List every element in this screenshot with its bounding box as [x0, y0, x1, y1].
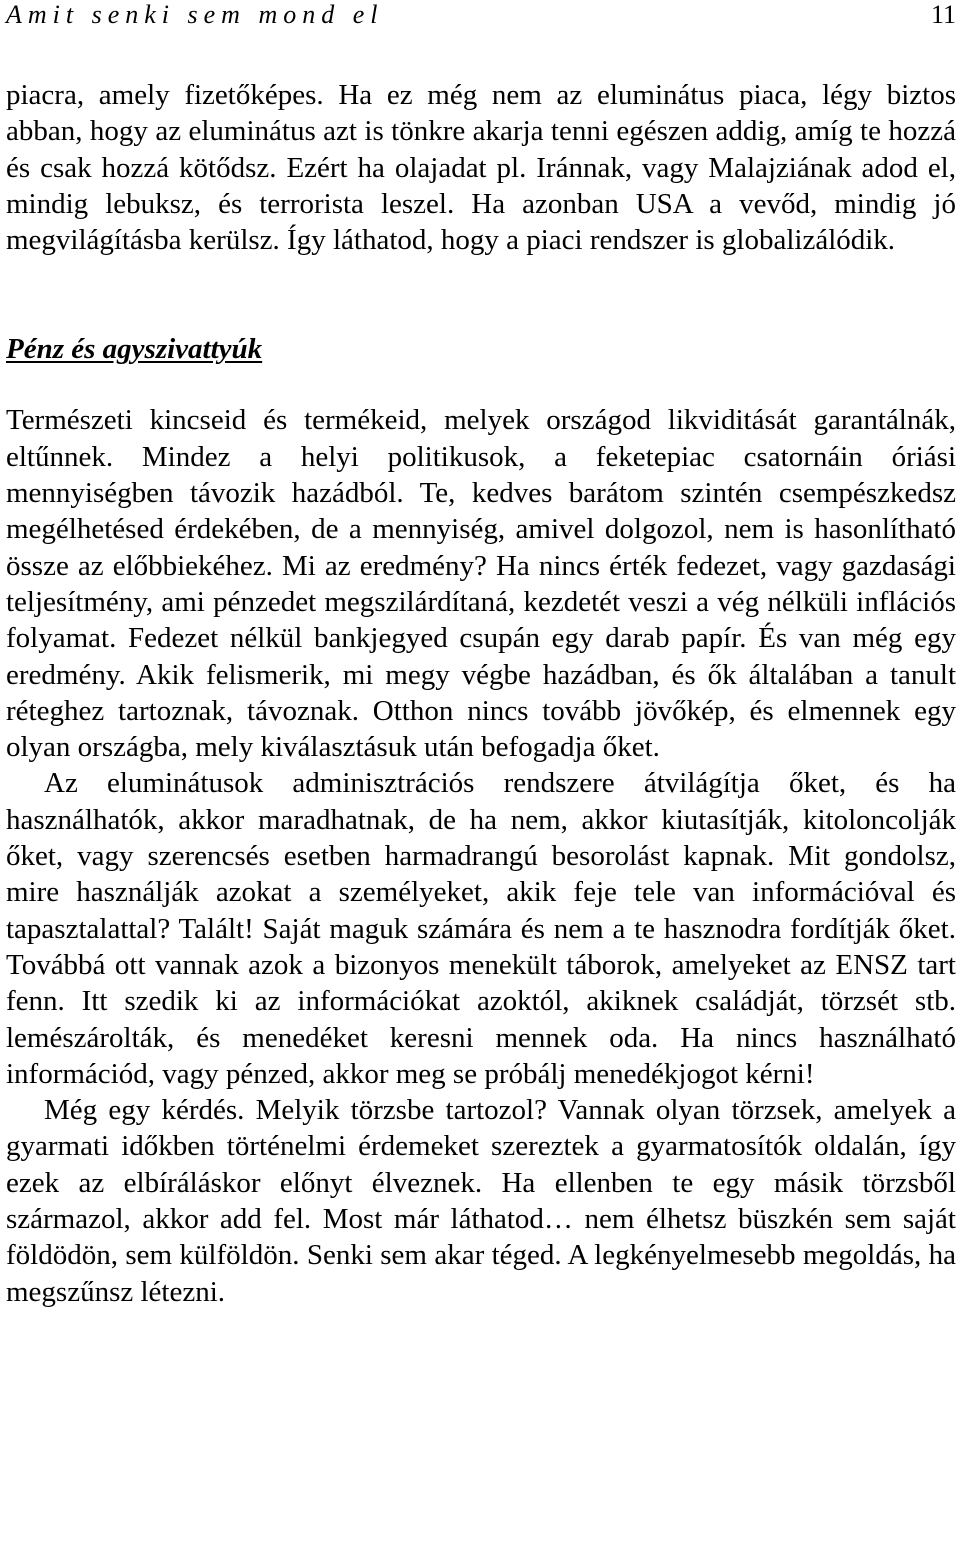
running-title: Amit senki sem mond el — [6, 0, 384, 29]
paragraph-3: Az eluminátusok adminisztrációs rendszere átvilágítja őket, és ha használhatók, akkor maradhatnak, de ha nem, akkor kiutasítják, kitoloncolják őket, vagy szerencsés esetben harmadrangú besorolást kapnak. Mit gondolsz, mire használják azokat a személyeket, akik feje tele van információval és tapasztalattal? Talált! Saját maguk számára és nem a te hasznodra fordítják őket. Továbbá ott vannak azok a bizonyos menekült táborok, amelyeket az ENSZ tart fenn. Itt szedik ki az információkat azoktól, akiknek családját, törzsét stb. lemészárolták, és menedéket keresni mennek oda. Ha nincs használható információd, vagy pénzed, akkor meg se próbálj menedékjogot kérni! — [6, 767, 956, 1090]
document-page — [6, 0, 956, 1310]
paragraph-4: Még egy kérdés. Melyik törzsbe tartozol? Vannak olyan törzsek, amelyek a gyarmati időkben történelmi érdemeket szereztek a gyarmatosítók oldalán, így ezek az elbíráláskor előnyt élveznek. Ha ellenben te egy másik törzsből származol, akkor add fel. Most már láthatod… nem élhetsz büszkén sem saját földödön, sem külföldön. Senki sem akar téged. A legkényelmesebb megoldás, ha megszűnsz létezni. — [6, 1094, 956, 1308]
paragraph-1: piacra, amely fizetőképes. Ha ez még nem az eluminátus piaca, légy biztos abban, hogy az eluminátus azt is tönkre akarja tenni egészen addig, amíg te hozzá és csak hozzá kötődsz. Ezért ha olajadat pl. Iránnak, vagy Malajziának adod el, mindig lebuksz, és terrorista leszel. Ha azonban USA a vevőd, mindig jó megvilágításba kerülsz. Így láthatod, hogy a piaci rendszer is globalizálódik. — [6, 79, 956, 257]
page-header — [6, 0, 956, 44]
page-number: 11 — [930, 0, 956, 29]
paragraph-2: Természeti kincseid és termékeid, melyek országod likviditását garantálnák, eltűnnek. Mindez a helyi politikusok, a feketepiac csatornáin óriási mennyiségben távozik hazádból. Te, kedves barátom szintén csempészkedsz megélhetésed érdekében, de a mennyiség, amivel dolgozol, nem is hasonlítható össze az előbbiekéhez. Mi az eredmény? Ha nincs érték fedezet, vagy gazdasági teljesítmény, ami pénzedet megszilárdítaná, kezdetét veszi a vég nélküli inflációs folyamat. Fedezet nélkül bankjegyed csupán egy darab papír. És van még egy eredmény. Akik felismerik, mi megy végbe hazádban, és ők általában a tanult réteghez tartoznak, távoznak. Otthon nincs tovább jövőkép, és elmennek egy olyan országba, mely kiválasztásuk után befogadja őket. — [6, 404, 956, 764]
section-heading: Pénz és agyszivattyúk — [6, 333, 263, 366]
